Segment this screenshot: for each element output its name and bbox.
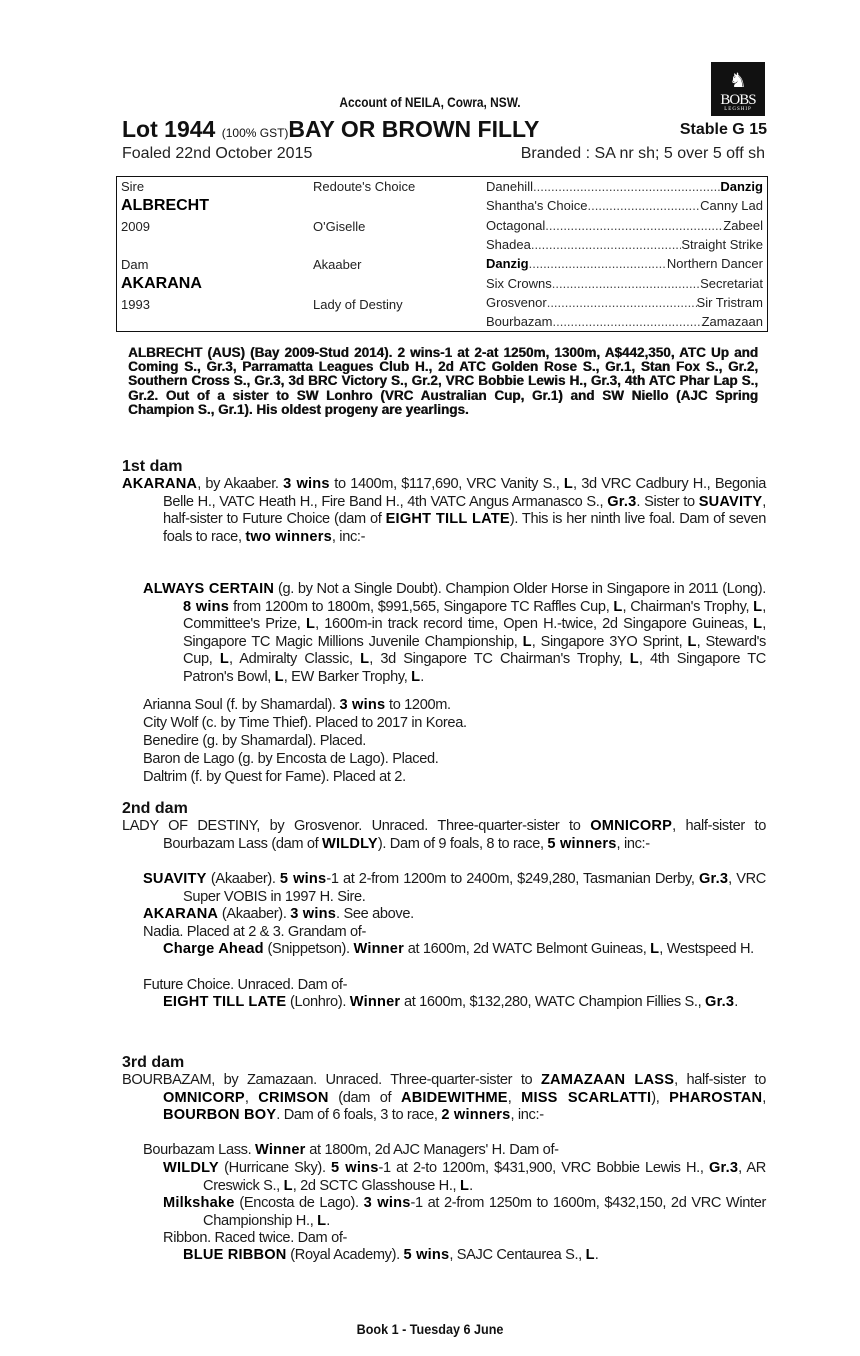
highlight-text: L: [219, 651, 229, 668]
vendor-account: Account of NEILA, Cowra, NSW.: [339, 94, 521, 110]
entry-text: to 1200m.: [385, 697, 451, 713]
entry-text: (Akaaber).: [206, 871, 280, 887]
pedigree-entry: [163, 994, 766, 1012]
highlight-text: L: [317, 1212, 327, 1229]
highlight-text: EIGHT TILL LATE: [163, 994, 287, 1010]
highlight-text: 5 wins: [279, 871, 327, 887]
dam-dam: Lady of Destiny: [313, 297, 403, 312]
entry-text: (dam of: [328, 1089, 401, 1106]
sire-label: Sire: [121, 179, 145, 194]
entry-text: (Royal Academy).: [286, 1247, 404, 1263]
entry-text: , Singapore 3YO Sprint,: [531, 633, 688, 650]
pedigree-gen3-row: [486, 198, 763, 213]
highlight-text: Milkshake: [163, 1195, 235, 1211]
entry-text: , VRC Super VOBIS in 1997 H. Sire.: [183, 871, 766, 905]
gst-note: (100% GST): [221, 126, 289, 140]
highlight-text: L: [753, 598, 763, 615]
pedigree-entry: [143, 581, 766, 687]
highlight-text: ALWAYS CERTAIN: [143, 581, 275, 597]
logo-subtext: LEGSHIP: [724, 107, 752, 112]
dam-name: AKARANA: [121, 275, 202, 292]
lot-header: [122, 116, 767, 143]
highlight-text: 8 wins: [183, 598, 230, 615]
pedigree-entry: [143, 977, 766, 995]
pedigree-gen3-row: [486, 295, 763, 310]
highlight-text: PHAROSTAN: [669, 1089, 763, 1106]
entry-text: . See above.: [336, 906, 414, 922]
entry-text: ). This is her ninth live foal. Dam of seven foals to race,: [163, 511, 766, 545]
entry-text: ). Dam of 9 foals, 8 to race,: [377, 835, 548, 852]
dot-leader: [588, 198, 701, 213]
highlight-text: Gr.3: [607, 493, 637, 510]
highlight-text: L: [274, 668, 284, 685]
pedigree-entry: [122, 1072, 767, 1125]
highlight-text: L: [563, 476, 574, 492]
highlight-text: L: [629, 651, 639, 668]
entry-text: ,: [507, 1089, 522, 1106]
entry-text: , 2d SCTC Glasshouse H.,: [292, 1177, 460, 1194]
pedigree-gen3-row: [486, 179, 763, 194]
dot-leader: [533, 179, 720, 194]
highlight-text: two winners: [245, 528, 332, 545]
entry-text: , 3d VRC Cadbury H., Begonia Belle H., VATC Heath H., Fire Band H., 4th VATC Angus Armanasco S.,: [163, 476, 766, 510]
entry-text: Daltrim (f. by Quest for Fame). Placed at 2.: [143, 769, 406, 785]
highlight-text: Gr.3: [708, 1160, 739, 1176]
pedigree-entry: [163, 1160, 766, 1195]
gen3-sire: Zamazaan: [701, 314, 763, 330]
logo-text: BOBS: [720, 92, 756, 108]
dam-label: Dam: [121, 257, 149, 272]
highlight-text: L: [411, 668, 421, 685]
highlight-text: WILDLY: [163, 1160, 219, 1176]
dam-section-heading: 1st dam: [122, 458, 183, 475]
gen3-horse: Danehill: [486, 179, 533, 194]
entry-text: , inc:-: [616, 835, 650, 852]
gen3-sire: Sir Tristram: [696, 294, 763, 310]
gen3-horse: Shantha's Choice: [486, 198, 588, 214]
highlight-text: L: [687, 633, 697, 650]
highlight-text: Gr.3: [705, 994, 735, 1010]
gen3-sire: Secretariat: [700, 275, 763, 291]
highlight-text: Gr.3: [698, 871, 729, 887]
entry-text: , Singapore TC Magic Millions Juvenile Championship,: [183, 616, 766, 650]
highlight-text: AKARANA: [122, 476, 198, 492]
entry-text: Future Choice. Unraced. Dam of-: [143, 977, 348, 993]
entry-text: , 4th Singapore TC Patron's Bowl,: [183, 651, 766, 685]
highlight-text: L: [522, 633, 532, 650]
pedigree-gen3-row: [486, 314, 763, 329]
highlight-text: 3 wins: [283, 476, 330, 492]
entry-text: .: [469, 1177, 473, 1194]
entry-text: City Wolf (c. by Time Thief). Placed to 2017 in Korea.: [143, 715, 467, 731]
entry-text: , by Akaaber.: [197, 476, 284, 492]
entry-text: , Westspeed H.: [659, 941, 754, 957]
sire-name: ALBRECHT: [121, 197, 209, 214]
entry-text: .: [326, 1212, 330, 1229]
highlight-text: CRIMSON: [258, 1089, 329, 1106]
entry-text: Arianna Soul (f. by Shamardal).: [143, 697, 340, 713]
sire-year: 2009: [121, 219, 150, 234]
highlight-text: L: [360, 651, 370, 668]
highlight-text: Winner: [353, 941, 404, 957]
highlight-text: 5 winners: [547, 835, 617, 852]
dot-leader: [529, 256, 667, 271]
pedigree-entry: [143, 769, 766, 787]
dam-section-heading: 2nd dam: [122, 800, 188, 817]
highlight-text: L: [585, 1247, 595, 1263]
gen3-horse: Shadea: [486, 236, 531, 252]
pedigree-gen3-row: [486, 256, 763, 271]
lot-description: BAY OR BROWN FILLY: [288, 116, 540, 142]
entry-text: , inc:-: [510, 1107, 544, 1124]
pedigree-entry: [163, 941, 766, 959]
entry-text: (Akaaber).: [218, 906, 291, 922]
highlight-text: 3 wins: [339, 697, 386, 713]
gen3-sire: Northern Dancer: [666, 256, 763, 272]
entry-text: , Steward's Cup,: [183, 633, 766, 668]
horse-icon: ♞: [729, 70, 747, 92]
highlight-text: Charge Ahead: [163, 941, 264, 957]
entry-text: . Sister to: [636, 493, 699, 510]
gen3-sire: Canny Lad: [700, 198, 763, 214]
entry-text: -1 at 2-to 1200m, $431,900, VRC Bobbie Lewis H.,: [378, 1160, 709, 1176]
entry-text: BOURBAZAM, by Zamazaan. Unraced. Three-quarter-sister to: [122, 1072, 541, 1088]
entry-text: Bourbazam Lass.: [143, 1142, 256, 1158]
highlight-text: MISS SCARLATTI: [521, 1089, 652, 1106]
highlight-text: BOURBON BOY: [163, 1107, 277, 1124]
highlight-text: OMNICORP: [163, 1089, 245, 1106]
highlight-text: Winner: [349, 994, 401, 1010]
highlight-text: SUAVITY: [143, 871, 207, 887]
lot-number: Lot 1944: [122, 116, 216, 142]
highlight-text: SUAVITY: [698, 493, 763, 510]
entry-text: , half-sister to Future Choice (dam of: [163, 493, 766, 528]
pedigree-entry: [163, 1195, 766, 1230]
entry-text: . Dam of 6 foals, 3 to race,: [276, 1107, 442, 1124]
dot-leader: [552, 314, 701, 329]
entry-text: , 3d Singapore TC Chairman's Trophy,: [369, 651, 630, 668]
highlight-text: ABIDEWITHME: [400, 1089, 508, 1106]
entry-text: Benedire (g. by Shamardal). Placed.: [143, 733, 366, 749]
entry-text: (Hurricane Sky).: [218, 1160, 332, 1176]
pedigree-entry: [143, 871, 766, 906]
highlight-text: OMNICORP: [590, 818, 673, 834]
pedigree-entry: [143, 751, 766, 769]
pedigree-gen3-row: [486, 276, 763, 291]
highlight-text: EIGHT TILL LATE: [385, 511, 510, 528]
entry-text: ,: [762, 1089, 767, 1106]
highlight-text: ZAMAZAAN LASS: [540, 1072, 675, 1088]
highlight-text: 3 wins: [363, 1195, 411, 1211]
entry-text: (g. by Not a Single Doubt). Champion Older Horse in Singapore in 2011 (Long).: [274, 581, 766, 597]
highlight-text: WILDLY: [322, 835, 378, 852]
pedigree-entry: [122, 476, 766, 546]
entry-text: (Encosta de Lago).: [234, 1195, 364, 1211]
highlight-text: 3 wins: [290, 906, 337, 922]
highlight-text: L: [650, 941, 660, 957]
entry-text: at 1800m, 2d AJC Managers' H. Dam of-: [305, 1142, 559, 1158]
dot-leader: [552, 276, 700, 291]
entry-text: (Lonhro).: [286, 994, 350, 1010]
highlight-text: BLUE RIBBON: [183, 1247, 287, 1263]
dam-year: 1993: [121, 297, 150, 312]
foaled-date: Foaled 22nd October 2015: [122, 145, 313, 162]
pedigree-gen3-row: [486, 237, 763, 252]
entry-text: , EW Barker Trophy,: [283, 668, 412, 685]
sire-biography: ALBRECHT (AUS) (Bay 2009-Stud 2014). 2 wins-1 at 2-at 1250m, 1300m, A$442,350, ATC Up and Coming S., Gr.3, Parramatta Leagues Club H., 2d ATC Golden Rose S., Gr.1, Stan Fox S., Gr.2, Southern Cross S., Gr.3, 3d BRC Victory S., Gr.2, VRC Bobbie Lewis H., Gr.3, 4th ATC Phar Lap S., Gr.2. Out of a sister to SW Lonhro (VRC Australian Cup, Gr.1) and SW Niello (AJC Spring Champion S., Gr.1). His oldest progeny are yearlings.: [128, 345, 758, 417]
pedigree-table: [116, 176, 768, 332]
dot-leader: [531, 237, 682, 252]
dot-leader: [547, 295, 697, 310]
pedigree-entry: [122, 818, 766, 853]
entry-text: .: [420, 668, 424, 685]
entry-text: , Chairman's Trophy,: [622, 598, 754, 615]
pedigree-entry: [143, 924, 766, 942]
entry-text: , Committee's Prize,: [183, 598, 766, 633]
entry-text: Baron de Lago (g. by Encosta de Lago). Placed.: [143, 751, 439, 767]
entry-text: at 1600m, $132,280, WATC Champion Fillies S.,: [400, 994, 706, 1010]
highlight-text: L: [283, 1177, 293, 1194]
entry-text: Nadia. Placed at 2 & 3. Grandam of-: [143, 924, 366, 940]
entry-text: to 1400m, $117,690, VRC Vanity S.,: [329, 476, 564, 492]
entry-text: (Snippetson).: [263, 941, 354, 957]
gen3-horse: Bourbazam: [486, 314, 553, 330]
highlight-text: Winner: [255, 1142, 306, 1158]
entry-text: ,: [244, 1089, 259, 1106]
entry-text: , inc:-: [331, 528, 366, 545]
pedigree-entry: [143, 1142, 766, 1160]
pedigree-entry: [143, 715, 766, 733]
highlight-text: L: [753, 616, 763, 633]
gen3-horse: Danzig: [486, 256, 529, 272]
entry-text: , AR Creswick S.,: [203, 1160, 766, 1194]
entry-text: from 1200m to 1800m, $991,565, Singapore TC Raffles Cup,: [229, 598, 614, 615]
gen3-horse: Octagonal: [486, 217, 546, 233]
highlight-text: L: [305, 616, 316, 633]
entry-text: ),: [651, 1089, 670, 1106]
sire-sire: Redoute's Choice: [313, 179, 416, 194]
highlight-text: 2 winners: [441, 1107, 511, 1124]
dot-leader: [545, 218, 723, 233]
gen3-sire: Zabeel: [723, 217, 763, 233]
dam-sire: Akaaber: [313, 257, 362, 272]
entry-text: , Admiralty Classic,: [228, 651, 361, 668]
entry-text: -1 at 2-from 1250m to 1600m, $432,150, 2d VRC Winter Championship H.,: [203, 1195, 766, 1229]
entry-text: Ribbon. Raced twice. Dam of-: [163, 1230, 348, 1246]
page-footer: Book 1 - Tuesday 6 June: [356, 1321, 504, 1337]
pedigree-entry: [143, 906, 766, 924]
highlight-text: L: [459, 1177, 470, 1194]
pedigree-gen3-row: [486, 218, 763, 233]
brand-info: Branded : SA nr sh; 5 over 5 off sh: [520, 145, 765, 162]
gen3-horse: Grosvenor: [486, 294, 547, 310]
entry-text: , half-sister to Bourbazam Lass (dam of: [163, 818, 766, 852]
highlight-text: L: [613, 598, 623, 615]
gen3-horse: Six Crowns: [486, 275, 552, 291]
entry-text: .: [594, 1247, 599, 1263]
entry-text: LADY OF DESTINY, by Grosvenor. Unraced. Three-quarter-sister to: [122, 818, 591, 834]
pedigree-entry: [143, 733, 766, 751]
stable-number: Stable G 15: [679, 121, 767, 138]
entry-text: .: [734, 994, 738, 1010]
pedigree-entry: [163, 1230, 766, 1248]
highlight-text: AKARANA: [143, 906, 219, 922]
entry-text: , half-sister to: [674, 1072, 766, 1088]
entry-text: -1 at 2-from 1200m to 2400m, $249,280, Tasmanian Derby,: [326, 871, 699, 887]
gen3-sire: Straight Strike: [681, 236, 763, 252]
entry-text: , SAJC Centaurea S.,: [449, 1247, 586, 1263]
highlight-text: 5 wins: [331, 1160, 379, 1176]
highlight-text: 5 wins: [403, 1247, 450, 1263]
dam-section-heading: 3rd dam: [122, 1054, 185, 1071]
entry-text: at 1600m, 2d WATC Belmont Guineas,: [404, 941, 651, 957]
pedigree-entry: [143, 697, 766, 715]
sire-dam: O'Giselle: [313, 219, 366, 234]
pedigree-entry: [183, 1247, 766, 1265]
gen3-sire: Danzig: [720, 179, 763, 194]
entry-text: , 1600m-in track record time, Open H.-twice, 2d Singapore Guineas,: [315, 616, 754, 633]
